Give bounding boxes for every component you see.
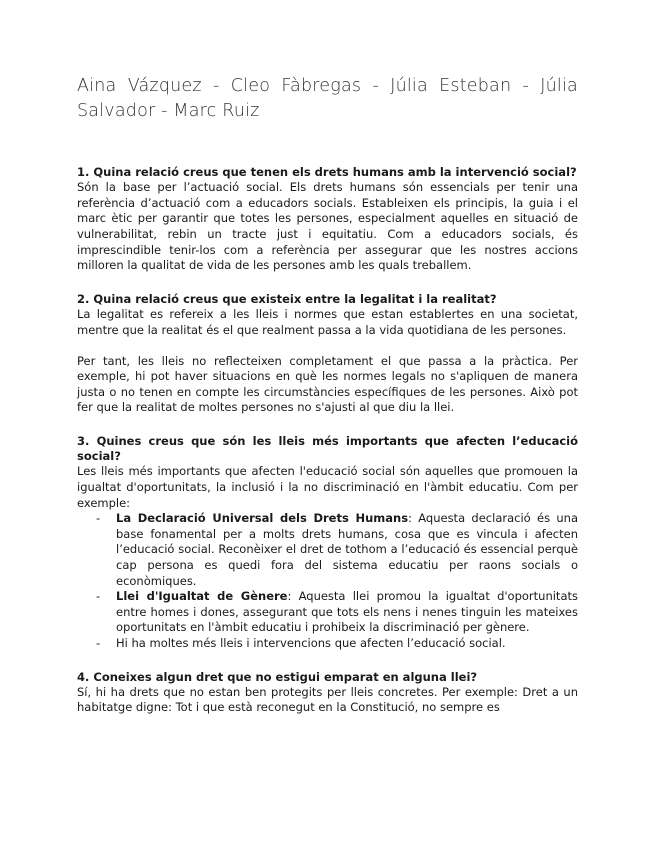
question-1-title: 1. Quina relació creus que tenen els drets humans amb la intervenció social? bbox=[77, 165, 577, 179]
question-1 bbox=[77, 165, 578, 274]
question-3 bbox=[77, 434, 578, 652]
question-4-answer: Sí, hi ha drets que no estan ben protegits per lleis concretes. Per exemple: Dret a un habitatge digne: Tot i que està reconegut en la Constitució, no sempre es bbox=[77, 684, 578, 715]
law-description: Hi ha moltes més lleis i intervencions que afecten l’educació social. bbox=[116, 635, 506, 650]
question-3-title: 3. Quines creus que són les lleis més importants que afecten l’educació social? bbox=[77, 434, 578, 464]
question-2-title: 2. Quina relació creus que existeix entre la legalitat i la realitat? bbox=[77, 291, 497, 306]
law-list bbox=[77, 511, 578, 651]
question-2-answer-p2: Per tant, les lleis no reflecteixen completament el que passa a la pràctica. Per exemple, hi pot haver situacions en què les normes legals no s'apliquen de manera justa o no tenen en compte les circumstàncies específiques de les persones. Això pot fer que la realitat de moltes persones no s'ajusti al que diu la llei. bbox=[77, 353, 578, 415]
question-4 bbox=[77, 670, 578, 716]
law-description: : Aquesta declaració és una base fonamental per a molts drets humans, cosa que es vincula i afecten l’educació social. Reconèixer el dret de tothom a l’educació és essencial perquè cap persona es quedi fora del sistema educatiu per raons socials o econòmiques. bbox=[116, 511, 578, 588]
law-description: : Aquesta llei promou la igualtat d'oportunitats entre homes i dones, assegurant que tots els nens i nenes tinguin les mateixes oportunitats en l'àmbit educatiu i prohibeix la discriminació per gènere. bbox=[116, 589, 578, 635]
law-name: Llei d'Igualtat de Gènere bbox=[116, 589, 288, 604]
question-2 bbox=[77, 292, 578, 416]
question-4-title: 4. Coneixes algun dret que no estigui emparat en alguna llei? bbox=[77, 669, 478, 684]
question-1-answer: Són la base per l’actuació social. Els drets humans són essencials per tenir una referència d’actuació com a educadors socials. Estableixen els principis, la guia i el marc ètic per garantir que totes les persones, especialment aquelles en situació de vulnerabilitat, rebin un tracte just i equitatiu. Com a educadors socials, és imprescindible tenir-los com a referència per assegurar que les nostres accions milloren la qualitat de vida de les persones amb les quals treballem. bbox=[77, 180, 578, 273]
law-list-item bbox=[116, 511, 578, 589]
law-name: La Declaració Universal dels Drets Humans bbox=[116, 511, 409, 526]
law-list-item bbox=[116, 589, 578, 636]
law-list-item bbox=[116, 636, 578, 652]
authors-heading: Aina Vázquez - Cleo Fàbregas - Júlia Esteban - Júlia Salvador - Marc Ruiz bbox=[77, 76, 578, 121]
question-3-intro: Les lleis més importants que afecten l'educació social són aquelles que promouen la igualtat d'oportunitats, la inclusió i la no discriminació en l'àmbit educatiu. Com per exemple: bbox=[77, 464, 578, 510]
question-2-answer-p1: La legalitat es refereix a les lleis i normes que estan establertes en una societat, mentre que la realitat és el que realment passa a la vida quotidiana de les persones. bbox=[77, 306, 578, 337]
